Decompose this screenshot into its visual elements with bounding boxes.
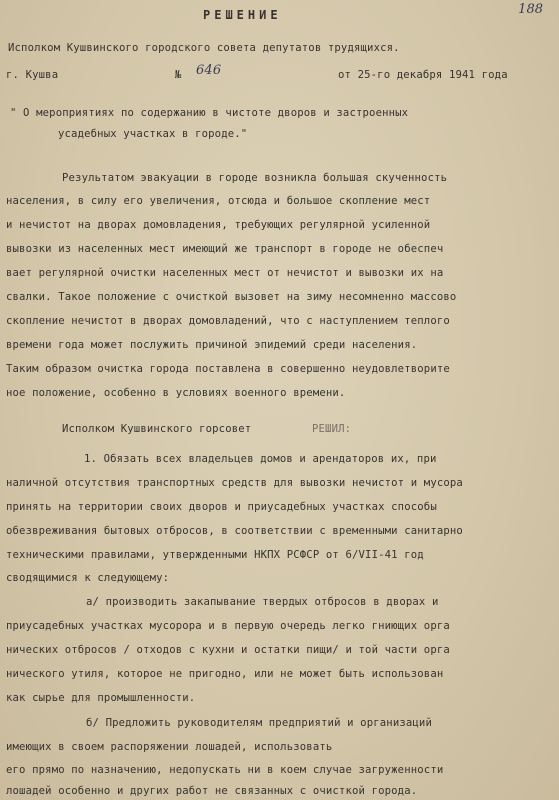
item-line: нических отбросов / отходов с кухни и остатки пищи/ и той части орга — [6, 644, 450, 656]
decision-date: от 25-го декабря 1941 года — [338, 69, 508, 81]
preamble-line: Результатом эвакуации в городе возникла большая скученность — [62, 172, 448, 184]
item-line: как сырье для промышленности. — [6, 692, 196, 704]
item-line: приусадебных участках мусорора и в первую очередь легко гниющих орга — [6, 620, 450, 632]
document-title: РЕШЕНИЕ — [203, 8, 282, 22]
item-line: принять на территории своих дворов и приусадебных участках способы — [6, 501, 437, 513]
decision-number: 646 — [196, 63, 222, 78]
item-line: б/ Предложить руководителям предприятий и организаций — [86, 717, 432, 729]
preamble-line: скопление нечистот в дворах домовладений, что с наступлением теплого — [6, 315, 450, 327]
preamble-line: населения, в силу его увеличения, отсюда и большое скопление мест — [6, 195, 431, 207]
preamble-line: вывозки из населенных мест имеющий же транспорт в городе не обеспеч — [6, 243, 444, 255]
decision-stamp: РЕШИЛ: — [312, 423, 352, 435]
number-label: № — [175, 69, 182, 81]
item-line: обезвреживания бытовых отбросов, в соответствии с временными санитарно — [6, 525, 463, 537]
subject-line-1: " О мероприятиях по содержанию в чистоте дворов и застроенных — [10, 107, 409, 119]
preamble-line: вает регулярной очистки населенных мест от нечистот и вывозки их на — [6, 267, 444, 279]
item-line: сводящимися к следующему: — [6, 572, 170, 584]
preamble-line: свалки. Такое положение с очисткой вызовет на зиму несомненно массово — [6, 291, 457, 303]
issuer-line: Исполком Кушвинского городского совета депутатов трудящихся. — [8, 42, 400, 54]
item-line: нического утиля, которое не пригодно, или не может быть использован — [6, 668, 444, 680]
item-line: техническими правилами, утвержденными НКПХ РСФСР от 6/VII-41 год — [6, 549, 424, 561]
subject-line-2: усадебных участках в городе." — [58, 128, 248, 140]
item-line: наличной отсутствия транспортных средств для вывозки нечистот и мусора — [6, 477, 463, 489]
item-line: имеющих в своем распоряжении лошадей, использовать — [6, 741, 333, 753]
item-line: его прямо по назначению, недопускать ни в коем случае загруженности — [6, 764, 444, 776]
place: г. Кушва — [6, 69, 59, 81]
page-number: 188 — [518, 2, 543, 17]
preamble-line: Таким образом очистка города поставлена в совершенно неудовлетворите — [6, 363, 450, 375]
preamble-line: времени года может послужить причиной эпидемий среди населения. — [6, 339, 418, 351]
preamble-line: и нечистот на дворах домовладения, требующих регулярной усиленной — [6, 219, 431, 231]
decision-intro: Исполком Кушвинского горсовет — [62, 423, 252, 435]
preamble-line: ное положение, особенно в условиях военного времени. — [6, 387, 346, 399]
item-line: лошадей особенно и других работ не связанных с очисткой города. — [6, 785, 418, 797]
item-line: 1. Обязать всех владельцев домов и арендаторов их, при — [84, 453, 437, 465]
item-line: а/ производить закапывание твердых отбросов в дворах и — [86, 596, 439, 608]
